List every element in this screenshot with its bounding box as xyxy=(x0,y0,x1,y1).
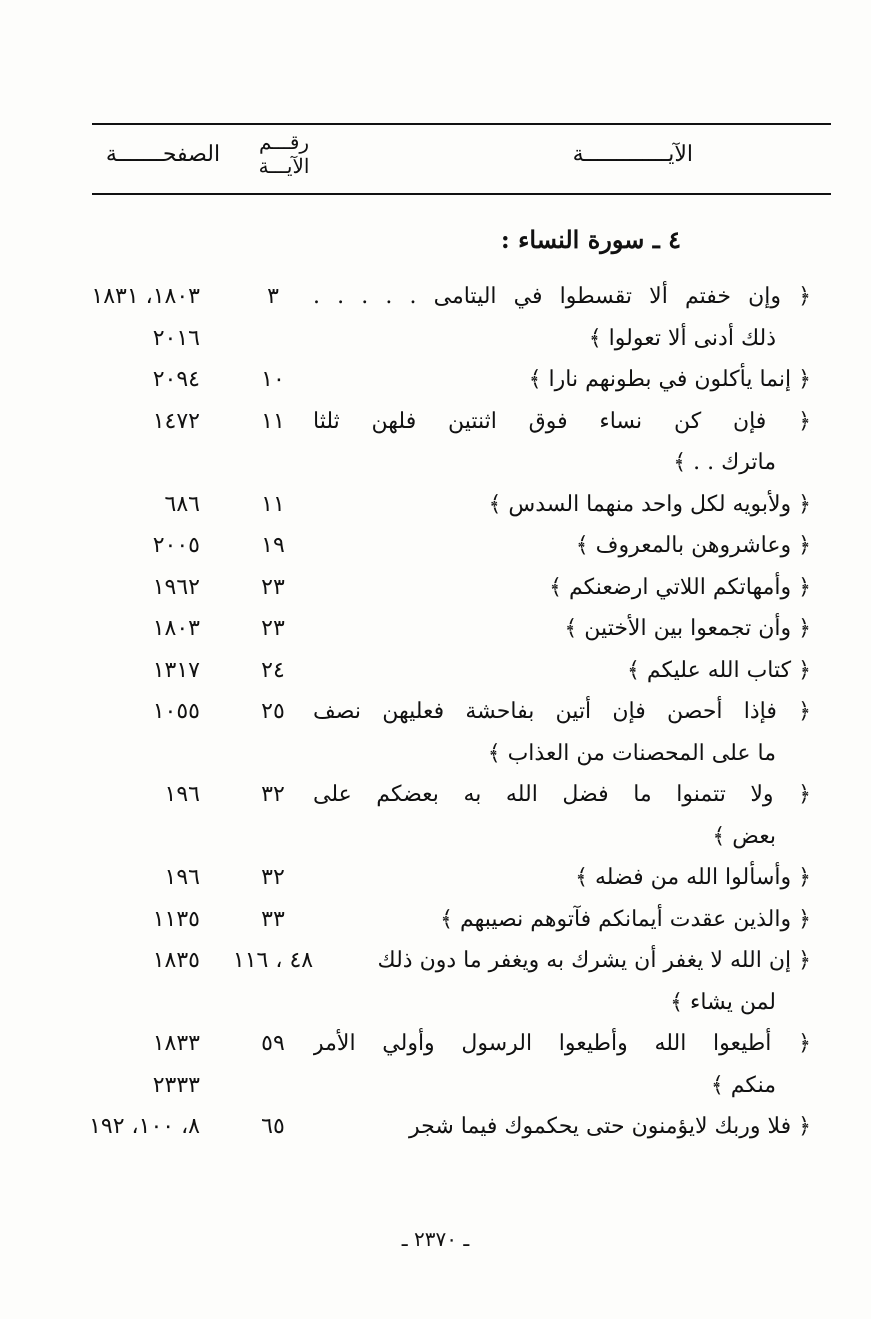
verse-number: ٥٩ xyxy=(261,1031,285,1056)
verse-number: ٢٥ xyxy=(261,699,285,724)
page-reference: ١٩٦٢ xyxy=(152,574,200,600)
table-row xyxy=(0,1109,871,1151)
table-row xyxy=(0,943,871,985)
verse-text: لمن يشاء ﴾ xyxy=(670,989,776,1015)
table-row xyxy=(0,487,871,529)
verse-number: ٣٢ xyxy=(261,782,285,807)
table-row xyxy=(0,819,871,861)
verse-text: ماترك . . ﴾ xyxy=(673,450,776,475)
header-verse-number-column xyxy=(247,130,321,178)
header-verse-column: الآيـــــــــــــة xyxy=(572,142,693,167)
page-reference: ١٩٦ xyxy=(164,865,200,890)
table-row xyxy=(0,736,871,778)
verse-text: ﴿ ولأبويه لكل واحد منهما السدس ﴾ xyxy=(488,491,811,517)
verse-number: ١٩ xyxy=(261,533,285,558)
verse-text: ﴿ وأسألوا الله من فضله ﴾ xyxy=(575,865,811,890)
page-reference: ١٤٧٢ xyxy=(152,408,200,434)
verse-text: ذلك أدنى ألا تعولوا ﴾ xyxy=(588,325,776,351)
verse-number: ٢٣ xyxy=(261,574,285,600)
page-reference: ٨، ١٠٠، ١٩٢ xyxy=(89,1114,200,1139)
page-number: ـ ٢٣٧٠ ـ xyxy=(401,1227,470,1251)
table-row xyxy=(0,985,871,1027)
verse-text: ﴿ وعاشروهن بالمعروف ﴾ xyxy=(575,533,811,558)
index-table xyxy=(0,279,871,1151)
verse-text: ﴿ وإن خفتم ألا تقسطوا في اليتامى . . . . . xyxy=(313,284,811,309)
verse-text: ﴿ إنما يأكلون في بطونهم نارا ﴾ xyxy=(528,367,811,392)
verse-text: ﴿ فلا وربك لايؤمنون حتى يحكموك فيما شجر xyxy=(409,1114,811,1139)
verse-number: ٢٣ xyxy=(261,616,285,641)
verse-number: ٣٢ xyxy=(261,865,285,890)
verse-text: ﴿ وأن تجمعوا بين الأختين ﴾ xyxy=(564,616,811,641)
table-row xyxy=(0,1068,871,1110)
verse-number: ٣ xyxy=(267,284,279,309)
page-reference: ١٩٦ xyxy=(164,782,200,807)
table-row xyxy=(0,404,871,446)
table-row xyxy=(0,860,871,902)
header-verse-number-line1: رقـــم xyxy=(258,130,310,154)
verse-number: ١١ xyxy=(261,408,285,434)
verse-text: ﴿ وأمهاتكم اللاتي ارضعنكم ﴾ xyxy=(549,574,811,600)
table-row xyxy=(0,445,871,487)
verse-text: ﴿ فإذا أحصن فإن أتين بفاحشة فعليهن نصف xyxy=(313,699,811,724)
verse-text: ﴿ والذين عقدت أيمانكم فآتوهم نصيبهم ﴾ xyxy=(440,906,811,932)
verse-text: ﴿ أطيعوا الله وأطيعوا الرسول وأولي الأمر xyxy=(313,1031,811,1056)
verse-number: ٤٨ ، ١١٦ xyxy=(232,948,314,973)
page-reference: ٢٠١٦ xyxy=(152,325,200,351)
verse-text: ﴿ فإن كن نساء فوق اثنتين فلهن ثلثا xyxy=(313,408,811,434)
table-row xyxy=(0,777,871,819)
table-row xyxy=(0,694,871,736)
table-row xyxy=(0,570,871,612)
page-reference: ١٨٣٥ xyxy=(152,948,200,973)
page-reference: ١١٣٥ xyxy=(152,906,200,932)
verse-text: ﴿ ولا تتمنوا ما فضل الله به بعضكم على xyxy=(313,782,811,807)
header-bottom-rule xyxy=(92,193,831,195)
table-row xyxy=(0,321,871,363)
verse-number: ١١ xyxy=(261,491,285,517)
table-row xyxy=(0,362,871,404)
page-reference: ٦٨٦ xyxy=(164,491,200,517)
verse-text: ما على المحصنات من العذاب ﴾ xyxy=(487,740,776,766)
table-row xyxy=(0,653,871,695)
verse-text: منكم ﴾ xyxy=(710,1072,776,1098)
table-row xyxy=(0,611,871,653)
table-row xyxy=(0,1026,871,1068)
verse-text: ﴿ كتاب الله عليكم ﴾ xyxy=(626,657,811,683)
header-verse-number-line2: الآيـــة xyxy=(258,154,310,178)
page-reference: ١٠٥٥ xyxy=(152,699,200,724)
table-row xyxy=(0,279,871,321)
page-reference: ٢٠٠٥ xyxy=(152,533,200,558)
page-reference: ٢٠٩٤ xyxy=(152,367,200,392)
verse-number: ٢٤ xyxy=(261,657,285,683)
surah-title: ٤ ـ سورة النساء : xyxy=(500,225,681,254)
page-reference: ٢٣٣٣ xyxy=(152,1072,200,1098)
table-row xyxy=(0,902,871,944)
page-reference: ١٨٣٣ xyxy=(152,1031,200,1056)
page-reference: ١٣١٧ xyxy=(152,657,200,683)
verse-text: ﴿ إن الله لا يغفر أن يشرك به ويغفر ما دون ذلك xyxy=(377,948,811,973)
header-top-rule xyxy=(92,123,831,125)
header-page-column: الصفحـــــــة xyxy=(105,142,221,167)
table-row xyxy=(0,528,871,570)
verse-text: بعض ﴾ xyxy=(712,823,776,849)
verse-number: ٣٣ xyxy=(261,906,285,932)
verse-number: ٦٥ xyxy=(261,1114,285,1139)
page-reference: ١٨٠٣، ١٨٣١ xyxy=(91,284,200,309)
verse-number: ١٠ xyxy=(261,367,285,392)
page-reference: ١٨٠٣ xyxy=(152,616,200,641)
